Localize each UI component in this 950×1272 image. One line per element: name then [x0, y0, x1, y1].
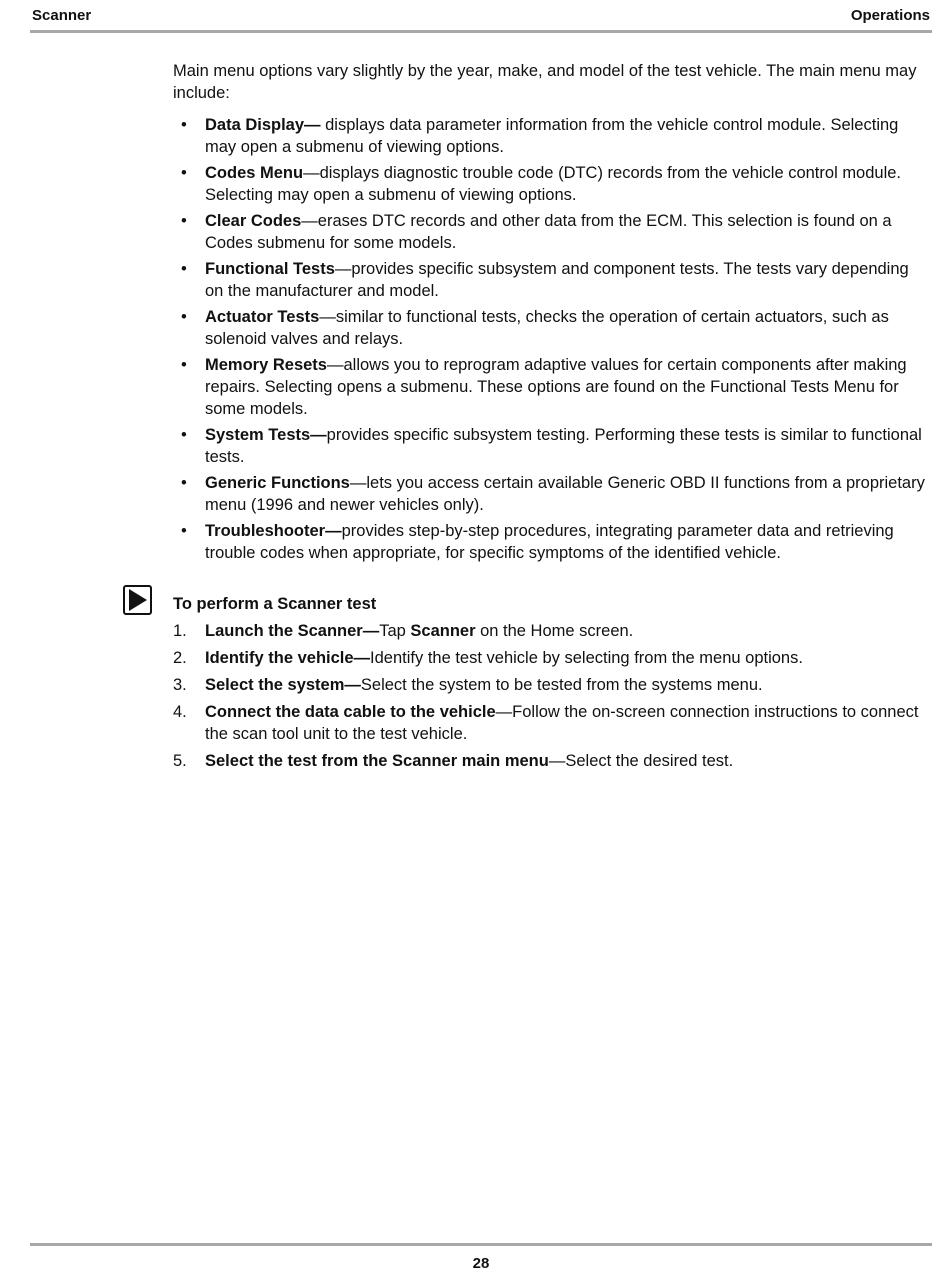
list-item-desc: provides specific subsystem testing. Performing these tests is similar to functional tests.	[205, 426, 922, 466]
list-item	[173, 162, 929, 206]
step-bold-word: Scanner	[410, 622, 476, 640]
step-desc: Identify the test vehicle by selecting from the menu options.	[370, 649, 803, 667]
list-item-desc: —allows you to reprogram adaptive values for certain components after making repairs. Selecting opens a submenu. These options are found on the Functional Tests Menu for some models.	[205, 356, 907, 418]
intro-paragraph: Main menu options vary slightly by the year, make, and model of the test vehicle. The main menu may include:	[173, 62, 917, 102]
list-item-desc: —similar to functional tests, checks the operation of certain actuators, such as solenoid valves and relays.	[205, 308, 889, 348]
bullet-icon: •	[181, 308, 187, 326]
list-item	[173, 354, 929, 420]
list-item	[173, 258, 929, 302]
header-section-title: Scanner	[32, 7, 92, 24]
step-item	[173, 620, 929, 642]
step-desc: —Follow the on-screen connection instructions to connect the scan tool unit to the test vehicle.	[205, 703, 919, 743]
header-rule	[30, 30, 932, 33]
footer-rule	[30, 1243, 932, 1246]
step-item	[173, 647, 929, 669]
list-item-term: Clear Codes	[205, 212, 302, 230]
list-item-term: Data Display—	[205, 116, 321, 134]
procedure-title: To perform a Scanner test	[173, 595, 377, 613]
list-item	[173, 472, 929, 516]
procedure-section	[173, 593, 929, 777]
step-term: Launch the Scanner—	[205, 622, 380, 640]
step-desc: Select the system to be tested from the systems menu.	[360, 676, 763, 694]
list-item	[173, 520, 929, 564]
step-number: 1.	[173, 622, 187, 640]
bullet-icon: •	[181, 426, 187, 444]
bullet-icon: •	[181, 356, 187, 374]
step-term: Select the test from the Scanner main menu	[205, 752, 549, 770]
list-item-desc: —lets you access certain available Generic OBD II functions from a proprietary menu (1996 and newer vehicles only).	[205, 474, 925, 514]
step-item	[173, 750, 929, 772]
bullet-icon: •	[181, 260, 187, 278]
page-number: 28	[472, 1255, 490, 1272]
procedure-steps-list	[173, 620, 929, 772]
list-item-term: Generic Functions	[205, 474, 350, 492]
step-pre: Tap	[379, 622, 411, 640]
list-item-desc: provides step-by-step procedures, integrating parameter data and retrieving trouble codes when appropriate, for specific symptoms of the identified vehicle.	[205, 522, 894, 562]
list-item	[173, 210, 929, 254]
main-menu-options-list	[173, 114, 929, 564]
bullet-icon: •	[181, 164, 187, 182]
list-item-term: System Tests—	[205, 426, 327, 444]
list-item	[173, 306, 929, 350]
step-term: Identify the vehicle—	[205, 649, 371, 667]
step-term: Connect the data cable to the vehicle	[205, 703, 496, 721]
step-number: 4.	[173, 703, 187, 721]
main-content	[173, 60, 929, 568]
play-arrow-icon	[123, 585, 152, 615]
step-item	[173, 701, 929, 745]
bullet-icon: •	[181, 474, 187, 492]
step-term: Select the system—	[205, 676, 361, 694]
bullet-icon: •	[181, 212, 187, 230]
list-item-term: Actuator Tests	[205, 308, 320, 326]
list-item-desc: —displays diagnostic trouble code (DTC) records from the vehicle control module. Selecting may open a submenu of viewing options.	[205, 164, 902, 204]
list-item-term: Codes Menu	[205, 164, 304, 182]
list-item-desc: —erases DTC records and other data from the ECM. This selection is found on a Codes submenu for some models.	[205, 212, 892, 252]
step-number: 5.	[173, 752, 187, 770]
step-number: 2.	[173, 649, 187, 667]
list-item-desc: displays data parameter information from the vehicle control module. Selecting may open a submenu of viewing options.	[205, 116, 899, 156]
bullet-icon: •	[181, 522, 187, 540]
list-item-desc: —provides specific subsystem and component tests. The tests vary depending on the manufacturer and model.	[205, 260, 909, 300]
list-item-term: Memory Resets	[205, 356, 327, 374]
step-item	[173, 674, 929, 696]
header-chapter-title: Operations	[850, 7, 930, 24]
list-item-term: Troubleshooter—	[205, 522, 342, 540]
bullet-icon: •	[181, 116, 187, 134]
step-desc: —Select the desired test.	[548, 752, 734, 770]
step-desc: on the Home screen.	[475, 622, 634, 640]
list-item	[173, 114, 929, 158]
list-item	[173, 424, 929, 468]
step-number: 3.	[173, 676, 187, 694]
list-item-term: Functional Tests	[205, 260, 335, 278]
